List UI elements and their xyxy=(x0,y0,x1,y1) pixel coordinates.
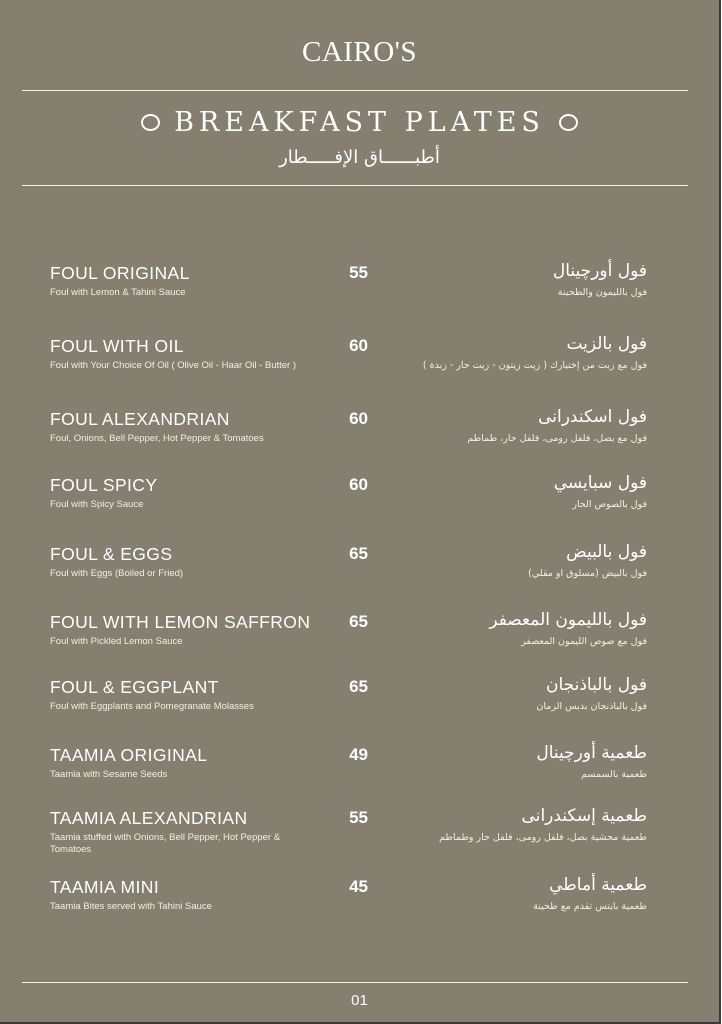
item-price: 60 xyxy=(349,409,368,428)
item-name: TAAMIA ORIGINAL xyxy=(50,745,208,765)
item-description-arabic: طعمية بايتس تقدم مع طحينة xyxy=(533,901,647,912)
item-name: FOUL & EGGPLANT xyxy=(50,677,219,697)
section-title-text: BREAKFAST PLATES xyxy=(174,107,545,138)
item-description-arabic: فول بالبيض (مسلوق او مقلي) xyxy=(528,568,647,579)
item-name-arabic: طعمية إسكندرانى xyxy=(521,806,647,826)
item-description-arabic: فول بالليمون والطحينة xyxy=(557,287,647,298)
item-name-arabic: فول اسكندرانى xyxy=(538,407,647,427)
item-price: 49 xyxy=(349,745,368,764)
item-description: Foul with Your Choice Of Oil ( Olive Oil - Haar Oil - Butter ) xyxy=(50,360,297,371)
item-name: TAAMIA ALEXANDRIAN xyxy=(50,808,248,828)
item-price: 55 xyxy=(349,263,368,282)
item-name: FOUL ALEXANDRIAN xyxy=(50,409,230,429)
item-description: Foul with Lemon & Tahini Sauce xyxy=(50,287,186,298)
item-price: 65 xyxy=(349,544,368,563)
item-description: Taamia Bites served with Tahini Sauce xyxy=(50,901,212,912)
item-name: FOUL ORIGINAL xyxy=(50,263,190,283)
ring-icon xyxy=(141,114,160,131)
item-name-arabic: فول بالبيض xyxy=(566,542,647,562)
title-divider xyxy=(22,185,688,186)
item-description-arabic: فول بالصوص الحار xyxy=(572,499,647,510)
item-name-arabic: طعمية أماطي xyxy=(549,875,647,895)
item-name-arabic: فول بالزيت xyxy=(566,334,647,354)
item-description-arabic: فول مع بصل، فلفل رومى، فلفل حار، طماطم xyxy=(467,433,647,444)
brand-logo: CAIRO'S xyxy=(301,36,418,68)
ring-icon xyxy=(559,114,578,131)
section-title xyxy=(0,107,719,138)
item-name-arabic: فول بالليمون المعصفر xyxy=(489,610,647,630)
page-number: 01 xyxy=(351,992,368,1009)
item-description-arabic: فول بالباذنجان بدبس الرمان xyxy=(536,701,647,712)
item-description: Foul with Pickled Lemon Sauce xyxy=(50,636,183,647)
item-description: Foul with Spicy Sauce xyxy=(50,499,144,510)
item-name: FOUL WITH LEMON SAFFRON xyxy=(50,612,311,632)
item-description-arabic: طعمية بالسمسم xyxy=(581,769,647,780)
bottom-divider xyxy=(22,982,688,983)
item-name-arabic: فول بالباذنجان xyxy=(545,675,647,695)
item-description-arabic: فول مع زيت من إختيارك ( زيت زيتون - زيت حار - زبدة ) xyxy=(422,360,647,371)
item-name: FOUL & EGGS xyxy=(50,544,173,564)
item-price: 60 xyxy=(349,336,368,355)
item-name: FOUL WITH OIL xyxy=(50,336,184,356)
item-name-arabic: طعمية أورچينال xyxy=(536,743,647,763)
item-description: Taamia stuffed with Onions, Bell Pepper, Hot Pepper & Tomatoes xyxy=(50,832,281,855)
item-description: Foul with Eggs (Boiled or Fried) xyxy=(50,568,184,579)
section-title-arabic: أطبــــــاق الإفـــــطار xyxy=(279,147,440,168)
item-price: 45 xyxy=(349,877,368,896)
item-description: Foul with Eggplants and Pomegranate Molasses xyxy=(50,701,254,712)
item-name-arabic: فول أورچينال xyxy=(552,261,647,281)
item-name: FOUL SPICY xyxy=(50,475,158,495)
item-description-arabic: فول مع صوص الليمون المعصفر xyxy=(521,636,647,647)
item-name: TAAMIA MINI xyxy=(50,877,160,897)
item-description: Foul, Onions, Bell Pepper, Hot Pepper & Tomatoes xyxy=(50,433,264,444)
item-price: 55 xyxy=(349,808,368,827)
top-divider xyxy=(22,90,688,91)
item-price: 65 xyxy=(349,677,368,696)
item-name-arabic: فول سبايسي xyxy=(553,473,647,493)
item-description-arabic: طعمية محشية بصل، فلفل رومى، فلفل حار وطماطم xyxy=(439,832,647,843)
item-price: 65 xyxy=(349,612,368,631)
item-description: Taamia with Sesame Seeds xyxy=(50,769,168,780)
item-price: 60 xyxy=(349,475,368,494)
